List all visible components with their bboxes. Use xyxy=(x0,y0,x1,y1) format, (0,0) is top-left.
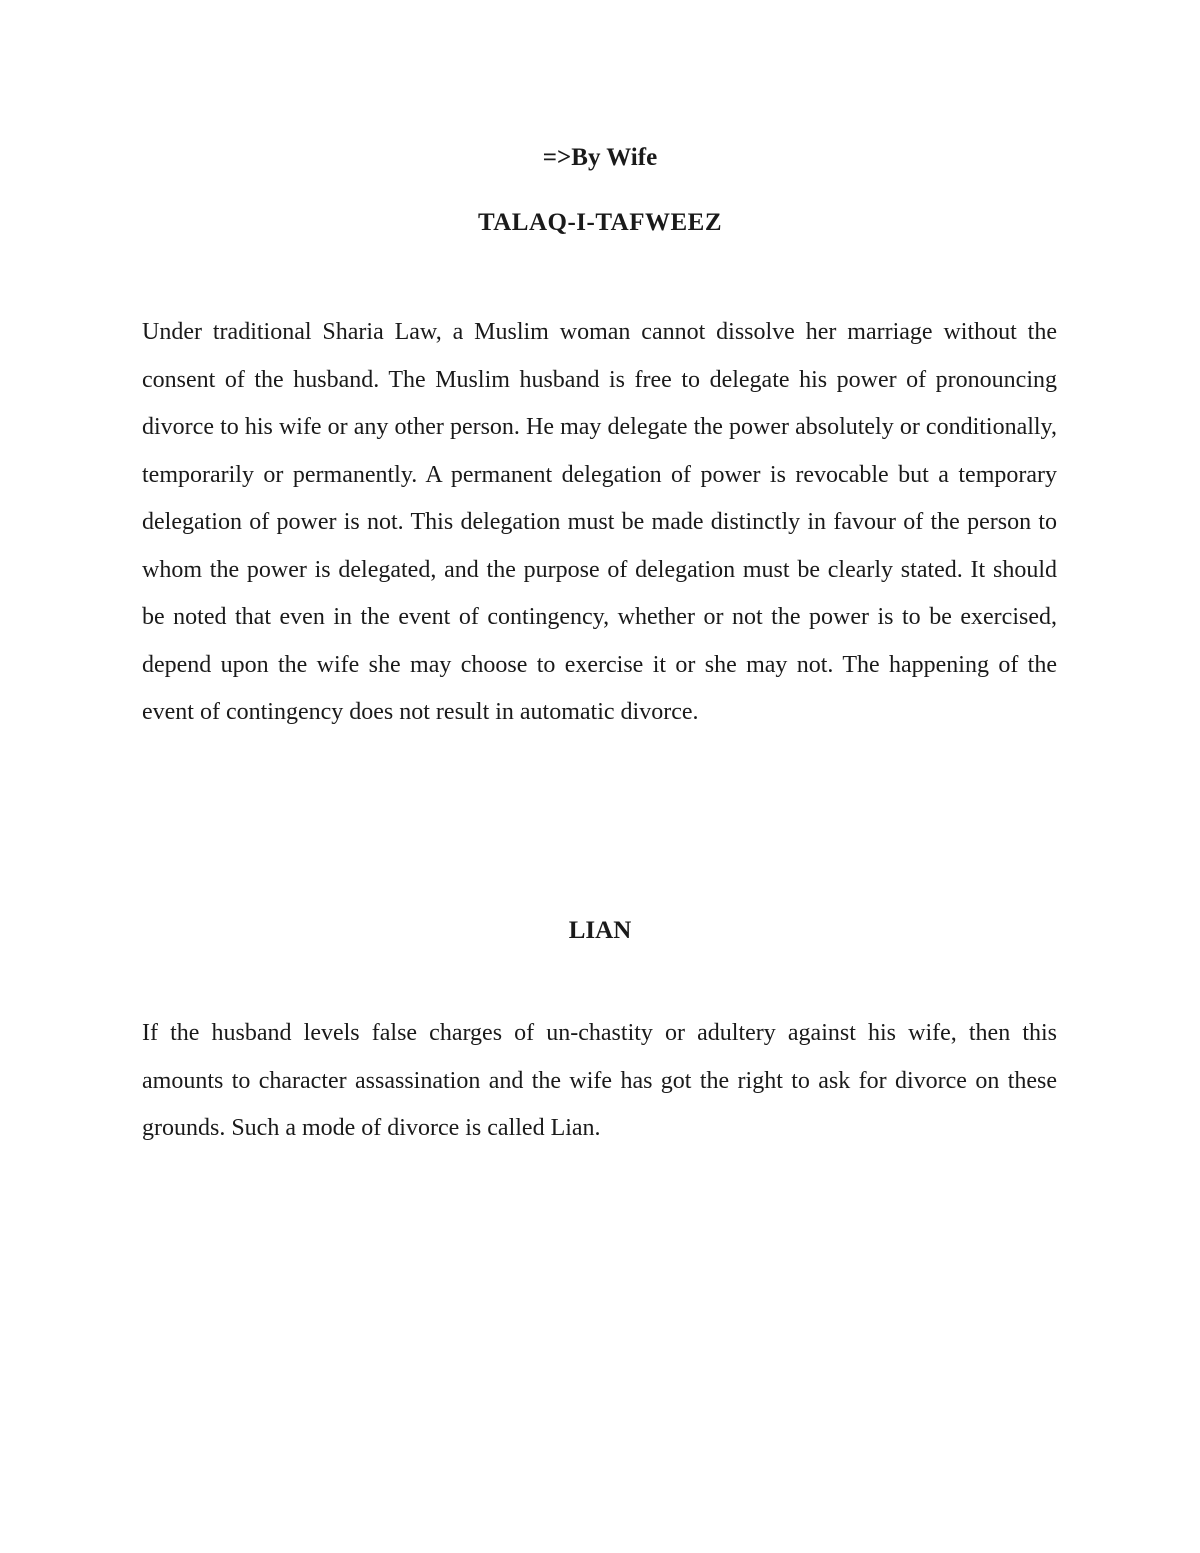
section-heading-talaq-i-tafweez: TALAQ-I-TAFWEEZ xyxy=(477,209,723,236)
paragraph-talaq-i-tafweez: Under traditional Sharia Law, a Muslim woman cannot dissolve her marriage without the consent of the husband. The Muslim husband is free to delegate his power of pronouncing divorce to his wife or any other person. He may delegate the power absolutely or conditionally, temporarily or permanently. A permanent delegation of power is revocable but a temporary delegation of power is not. This delegation must be made distinctly in favour of the person to whom the power is delegated, and the purpose of delegation must be clearly stated. It should be noted that even in the event of contingency, whether or not the power is to be exercised, depend upon the wife she may choose to exercise it or she may not. The happening of the event of contingency does not result in automatic divorce. xyxy=(142,319,1057,725)
section-heading-lian: LIAN xyxy=(568,917,632,944)
paragraph-lian: If the husband levels false charges of un-chastity or adultery against his wife, then this amounts to character assassination and the wife has got the right to ask for divorce on these grounds. Such a mode of divorce is called Lian. xyxy=(142,1020,1057,1141)
by-wife-heading: =>By Wife xyxy=(542,144,658,171)
